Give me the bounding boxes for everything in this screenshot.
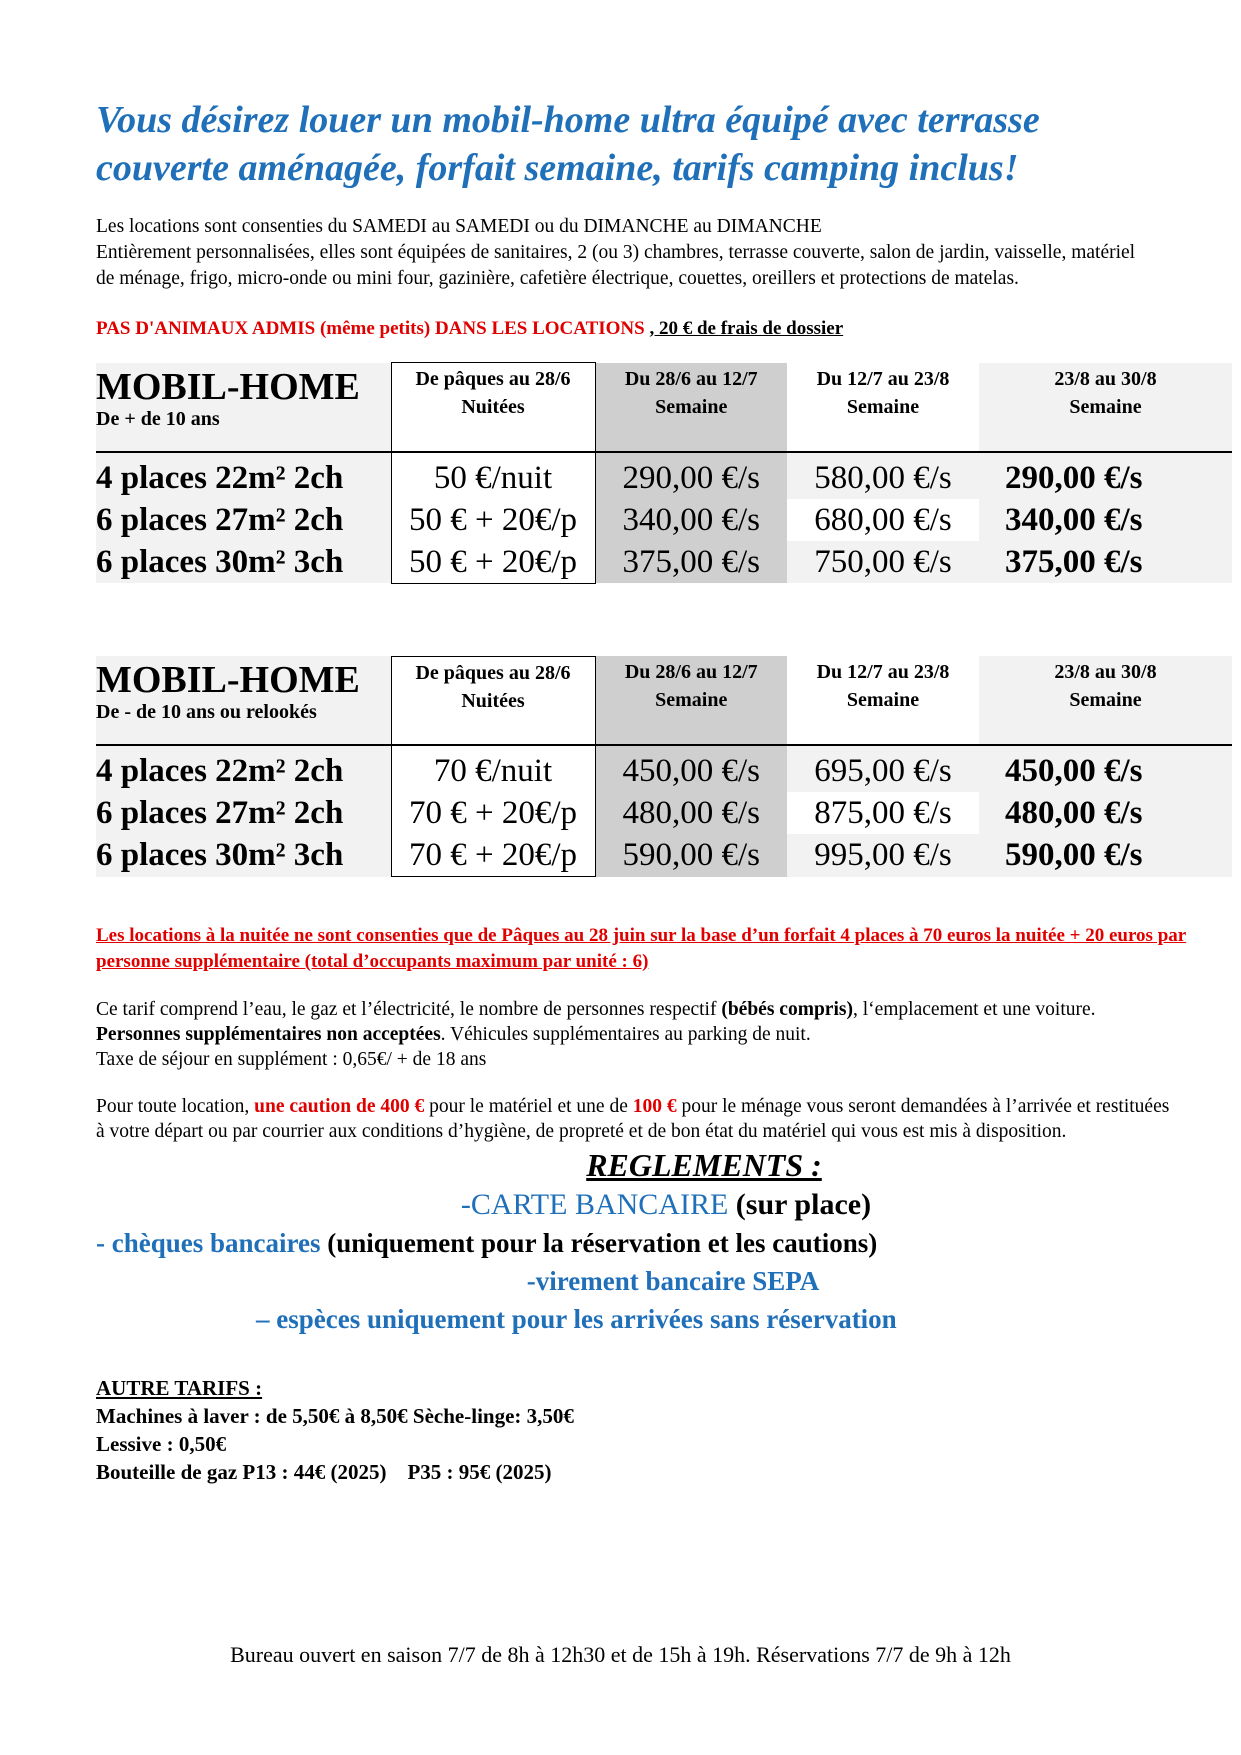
office-hours-footer: Bureau ouvert en saison 7/7 de 8h à 12h30 et de 15h à 19h. Réservations 7/7 de 9h à 12h — [230, 1642, 1011, 1667]
table-row — [96, 541, 1232, 584]
table-title-cell — [96, 656, 391, 745]
other-rates — [96, 1374, 1236, 1486]
table-title: MOBIL-HOME — [96, 659, 360, 701]
table-row — [96, 452, 1232, 499]
intro — [96, 214, 1156, 292]
row-nuit-price: 50 €/nuit — [391, 452, 595, 499]
row-price-period-2: 995,00 €/s — [787, 834, 979, 877]
row-label: 4 places 22m² 2ch — [96, 745, 391, 792]
column-header-period-2: Du 12/7 au 23/8 Semaine — [787, 656, 979, 745]
table-row — [96, 745, 1232, 792]
column-header-period-1: Du 28/6 au 12/7 Semaine — [595, 656, 787, 745]
table-subtitle: De + de 10 ans — [96, 407, 220, 430]
tarif-text: Ce tarif comprend l’eau, le gaz et l’électricité, le nombre de personnes respectif (bébés compris), l‘emplacement et une voiture. Personnes supplémentaires non acceptées. Véhicules supplémentaires au parking de nuit. — [96, 999, 1096, 1045]
rental-flyer — [96, 96, 1236, 1486]
deposit-amount-material: une caution de 400 € — [254, 1096, 425, 1117]
row-price-period-3: 290,00 €/s — [979, 452, 1232, 499]
payment-methods — [96, 1146, 1236, 1338]
row-price-period-1: 480,00 €/s — [595, 792, 787, 834]
row-label: 6 places 30m² 3ch — [96, 541, 391, 584]
payments-title: REGLEMENTS : — [586, 1147, 822, 1183]
deposit-amount-cleaning: 100 € — [632, 1096, 677, 1117]
row-nuit-price: 70 €/nuit — [391, 745, 595, 792]
row-price-period-3: 450,00 €/s — [979, 745, 1232, 792]
column-header-period-3: 23/8 au 30/8 Semaine — [979, 363, 1232, 452]
row-price-period-2: 875,00 €/s — [787, 792, 979, 834]
row-nuit-price: 50 € + 20€/p — [391, 499, 595, 541]
row-price-period-1: 590,00 €/s — [595, 834, 787, 877]
table-row — [96, 834, 1232, 877]
rates-header-row — [96, 363, 1232, 452]
tourist-tax: Taxe de séjour en supplément : 0,65€/ + de 18 ans — [96, 1049, 487, 1070]
other-rates-gas: Bouteille de gaz P13 : 44€ (2025) P35 : 95€ (2025) — [96, 1460, 552, 1484]
column-header-period-1: Du 28/6 au 12/7 Semaine — [595, 363, 787, 452]
row-label: 6 places 27m² 2ch — [96, 792, 391, 834]
payment-card: -CARTE BANCAIRE (sur place) — [460, 1188, 872, 1221]
row-price-period-2: 680,00 €/s — [787, 499, 979, 541]
file-fee-text: , 20 € de frais de dossier — [649, 318, 844, 339]
row-price-period-2: 750,00 €/s — [787, 541, 979, 584]
row-price-period-3: 480,00 €/s — [979, 792, 1232, 834]
row-label: 4 places 22m² 2ch — [96, 452, 391, 499]
other-rates-laundry: Machines à laver : de 5,50€ à 8,50€ Sèche-linge: 3,50€ — [96, 1404, 574, 1428]
headline-line-2: couverte aménagée, forfait semaine, tarifs camping inclus! — [96, 147, 1019, 189]
column-header-nuitees: De pâques au 28/6 Nuitées — [391, 363, 595, 452]
table-title-cell — [96, 363, 391, 452]
column-header-period-2: Du 12/7 au 23/8 Semaine — [787, 363, 979, 452]
intro-line-1: Les locations sont consenties du SAMEDI au SAMEDI ou du DIMANCHE au DIMANCHE — [96, 216, 822, 237]
deposit-paragraph: Pour toute location, une caution de 400 € pour le matériel et une de 100 € pour le ménage vous seront demandées à l’arrivée et restituées à votre départ ou par courrier aux conditions d’hygiène, de propreté et de bon état du matériel qui vous est mis à disposition. — [96, 1096, 1170, 1142]
column-header-nuitees: De pâques au 28/6 Nuitées — [391, 656, 595, 745]
intro-line-2: Entièrement personnalisées, elles sont équipées de sanitaires, 2 (ou 3) chambres, terrasse couverte, salon de jardin, vaisselle, matériel de ménage, frigo, micro-onde ou mini four, gazinière, cafetière électrique, couettes, oreillers et protections de matelas. — [96, 242, 1136, 289]
payment-cheques: - chèques bancaires (uniquement pour la réservation et les cautions) — [96, 1228, 878, 1258]
row-nuit-price: 50 € + 20€/p — [391, 541, 595, 584]
payment-transfer: -virement bancaire SEPA — [526, 1266, 820, 1296]
rates-header-row — [96, 656, 1232, 745]
table-subtitle: De - de 10 ans ou relookés — [96, 701, 317, 723]
row-price-period-2: 580,00 €/s — [787, 452, 979, 499]
table-title: MOBIL-HOME — [96, 365, 360, 408]
row-price-period-1: 450,00 €/s — [595, 745, 787, 792]
animals-warning — [96, 316, 1236, 342]
other-rates-title: AUTRE TARIFS : — [96, 1376, 263, 1400]
no-animals-text: PAS D'ANIMAUX ADMIS (même petits) DANS LES LOCATIONS — [96, 318, 645, 339]
rates-table-older — [96, 362, 1232, 584]
payment-cash: – espèces uniquement pour les arrivées sans réservation — [256, 1304, 897, 1334]
row-price-period-1: 375,00 €/s — [595, 541, 787, 584]
row-label: 6 places 27m² 2ch — [96, 499, 391, 541]
row-price-period-2: 695,00 €/s — [787, 745, 979, 792]
tarif-paragraph — [96, 997, 1176, 1072]
row-price-period-3: 340,00 €/s — [979, 499, 1232, 541]
table-row — [96, 792, 1232, 834]
headline — [96, 96, 1236, 192]
row-price-period-1: 340,00 €/s — [595, 499, 787, 541]
row-price-period-3: 590,00 €/s — [979, 834, 1232, 877]
row-price-period-1: 290,00 €/s — [595, 452, 787, 499]
other-rates-detergent: Lessive : 0,50€ — [96, 1432, 227, 1456]
row-price-period-3: 375,00 €/s — [979, 541, 1232, 584]
row-label: 6 places 30m² 3ch — [96, 834, 391, 877]
table-row — [96, 499, 1232, 541]
nightly-rental-notice: Les locations à la nuitée ne sont consenties que de Pâques au 28 juin sur la base d’un forfait 4 places à 70 euros la nuitée + 20 euros par personne supplémentaire (total d’occupants maximum par unité : 6) — [96, 925, 1187, 972]
column-header-period-3: 23/8 au 30/8 Semaine — [979, 656, 1232, 745]
row-nuit-price: 70 € + 20€/p — [391, 792, 595, 834]
rates-table-newer — [96, 656, 1232, 878]
row-nuit-price: 70 € + 20€/p — [391, 834, 595, 877]
headline-line-1: Vous désirez louer un mobil-home ultra équipé avec terrasse — [96, 99, 1040, 141]
